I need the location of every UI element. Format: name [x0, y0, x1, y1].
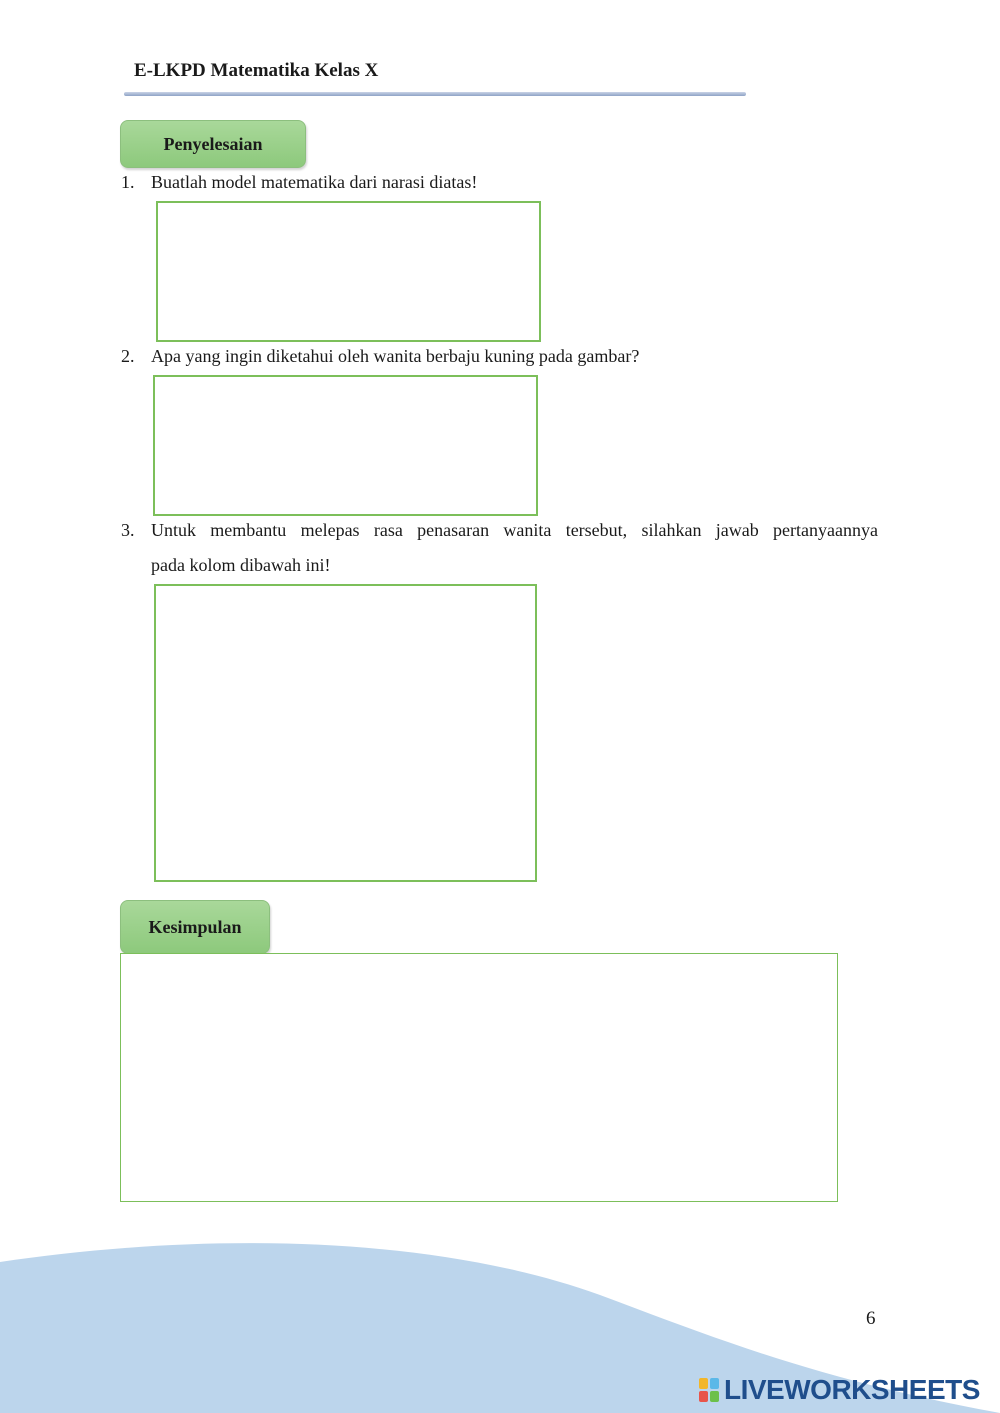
question-3-text-line-2: pada kolom dibawah ini! — [151, 555, 331, 575]
conclusion-section-tab: Kesimpulan — [120, 900, 270, 954]
question-2-number: 2. — [121, 346, 135, 366]
header-divider — [124, 92, 746, 96]
liveworksheets-watermark — [698, 1374, 980, 1406]
question-1-number: 1. — [121, 172, 135, 192]
answer-box-2[interactable] — [153, 375, 538, 516]
page-number: 6 — [866, 1308, 876, 1329]
question-3-number: 3. — [121, 520, 135, 540]
conclusion-answer-box[interactable] — [120, 953, 838, 1202]
answer-box-1[interactable] — [156, 201, 541, 342]
document-title: E-LKPD Matematika Kelas X — [134, 60, 379, 81]
answer-box-3[interactable] — [154, 584, 537, 882]
question-1-text: Buatlah model matematika dari narasi diatas! — [151, 172, 478, 192]
question-2-text: Apa yang ingin diketahui oleh wanita berbaju kuning pada gambar? — [151, 346, 640, 366]
liveworksheets-brand-text: LIVEWORKSHEETS — [724, 1374, 980, 1405]
question-3-text-line-1: Untuk membantu melepas rasa penasaran wanita tersebut, silahkan jawab pertanyaannya — [151, 520, 878, 540]
liveworksheets-logo-icon — [698, 1377, 720, 1403]
solution-section-tab: Penyelesaian — [120, 120, 306, 168]
